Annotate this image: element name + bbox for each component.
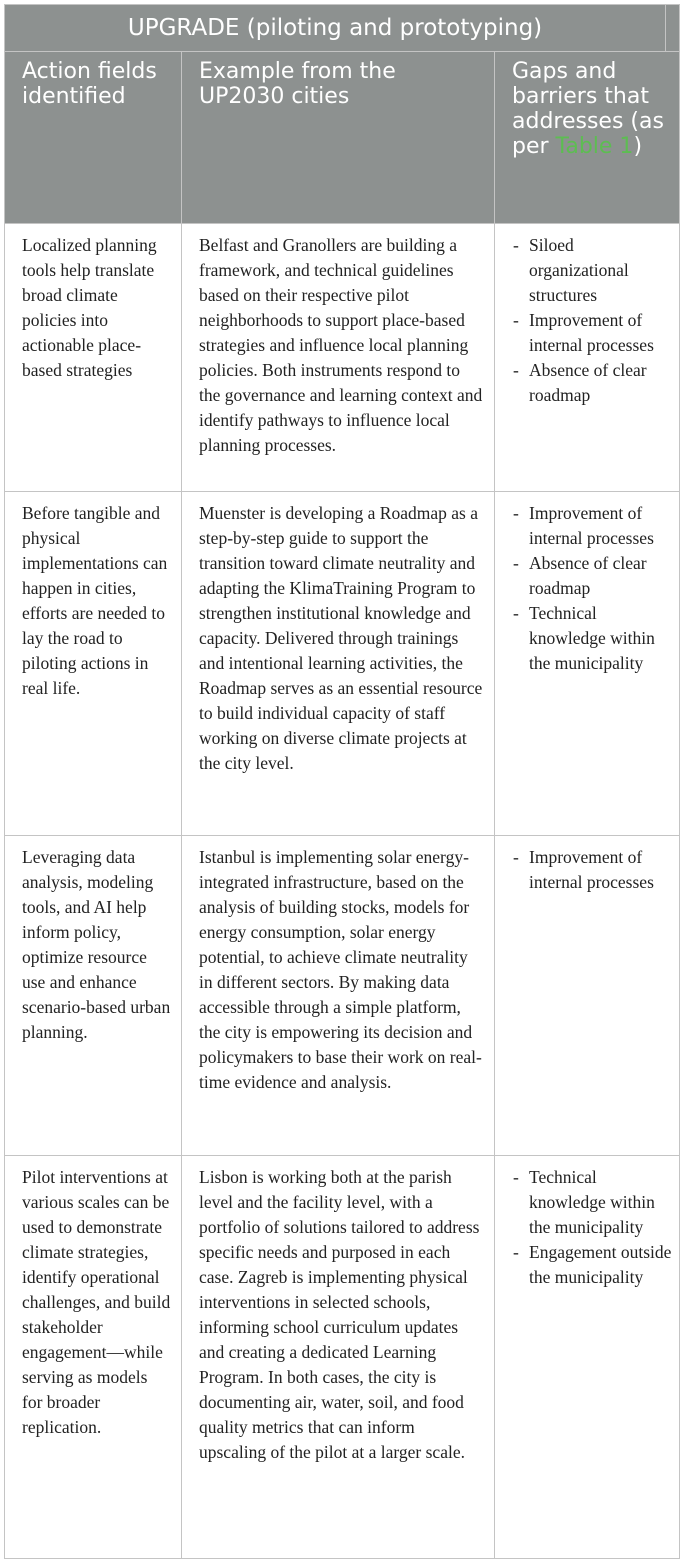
- header-gaps: [495, 52, 680, 224]
- gap-item: - Improvement of internal processes: [507, 308, 675, 358]
- action-cell: Pilot interventions at various scales can be used to demonstrate climate strategies, identify operational challenges, and build stakeholder engagement—while serving as models for broader replication.: [5, 1156, 182, 1559]
- gap-item: - Engagement outside the municipality: [507, 1240, 675, 1290]
- header-example: Example from the UP2030 cities: [182, 52, 495, 224]
- gaps-cell: [495, 1156, 680, 1559]
- table-row: [5, 224, 680, 492]
- header-action-fields: Action fields identified: [5, 52, 182, 224]
- action-cell: Leveraging data analysis, modeling tools, and AI help inform policy, optimize resource use and enhance scenario-based urban planning.: [5, 836, 182, 1156]
- upgrade-table-container: [4, 4, 679, 1559]
- gaps-list: [507, 233, 675, 408]
- gap-item: - Technical knowledge within the municipality: [507, 601, 675, 676]
- gaps-cell: [495, 836, 680, 1156]
- header-gaps-close: ): [633, 134, 643, 159]
- gap-item: - Technical knowledge within the municipality: [507, 1165, 675, 1240]
- example-cell: Muenster is developing a Roadmap as a step-by-step guide to support the transition toward climate neutrality and adapting the KlimaTraining Program to strengthen institutional knowledge and capacity. Delivered through trainings and intentional learning activities, the Roadmap serves as an essential resource to build individual capacity of staff working on diverse climate projects at the city level.: [182, 492, 495, 836]
- action-cell: Before tangible and physical implementations can happen in cities, efforts are needed to lay the road to piloting actions in real life.: [5, 492, 182, 836]
- example-cell: Lisbon is working both at the parish level and the facility level, with a portfolio of solutions tailored to address specific needs and purposed in each case. Zagreb is implementing physical interventions in selected schools, informing school curriculum updates and creating a dedicated Learning Program. In both cases, the city is documenting air, water, soil, and food quality metrics that can inform upscaling of the pilot at a larger scale.: [182, 1156, 495, 1559]
- gap-item: - Improvement of internal processes: [507, 501, 675, 551]
- action-cell: Localized planning tools help translate broad climate policies into actionable place-based strategies: [5, 224, 182, 492]
- example-cell: Belfast and Granollers are building a framework, and technical guidelines based on their respective pilot neighborhoods to support place-based strategies and influence local planning policies. Both instruments respond to the governance and learning context and identify pathways to influence local planning processes.: [182, 224, 495, 492]
- table-title: UPGRADE (piloting and prototyping): [5, 5, 666, 52]
- table-header-row: [5, 52, 680, 224]
- gap-item: - Improvement of internal processes: [507, 845, 675, 895]
- gap-item: - Absence of clear roadmap: [507, 358, 675, 408]
- gaps-cell: [495, 224, 680, 492]
- header-gaps-text: Gaps and barriers that addresses (as per: [512, 59, 664, 159]
- table-row: [5, 836, 680, 1156]
- gaps-list: [507, 845, 675, 895]
- table-title-spacer: [666, 5, 680, 52]
- table-row: [5, 492, 680, 836]
- gaps-cell: [495, 492, 680, 836]
- table-1-link[interactable]: Table 1: [555, 134, 634, 159]
- gap-item: - Absence of clear roadmap: [507, 551, 675, 601]
- table-row: [5, 1156, 680, 1559]
- upgrade-table: [4, 4, 680, 1559]
- gaps-list: [507, 501, 675, 676]
- table-title-row: [5, 5, 680, 52]
- example-cell: Istanbul is implementing solar energy-integrated infrastructure, based on the analysis of building stocks, models for energy consumption, solar energy potential, to achieve climate neutrality in different sectors. By making data accessible through a simple platform, the city is empowering its decision and policymakers to base their work on real-time evidence and analysis.: [182, 836, 495, 1156]
- gap-item: - Siloed organizational structures: [507, 233, 675, 308]
- gaps-list: [507, 1165, 675, 1290]
